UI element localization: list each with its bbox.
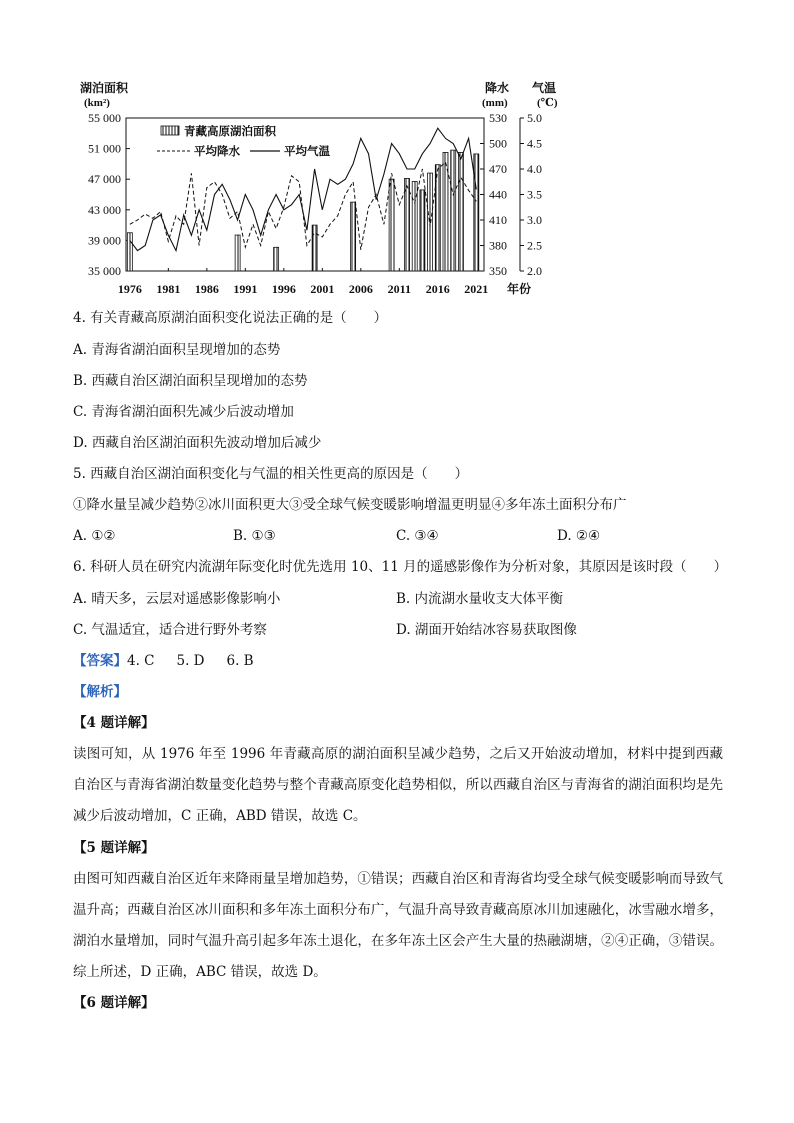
lake-area-precip-temp-chart [0, 0, 794, 300]
y-left-tick-label: 51 000 [88, 141, 121, 156]
lake-area-bar [458, 152, 463, 271]
y-mid-tick-label: 500 [489, 136, 507, 151]
answer-5: 5. D [176, 653, 205, 669]
y-mid-tick-label: 380 [489, 238, 507, 253]
y-mid-tick-label: 440 [489, 187, 507, 202]
x-tick-label: 1986 [194, 282, 219, 296]
legend-bar-swatch [161, 126, 179, 135]
y-mid-label: 降水 [485, 81, 510, 95]
answer-line [73, 655, 254, 669]
y-mid-unit: (mm) [482, 97, 508, 109]
x-axis-label: 年份 [507, 282, 532, 296]
y-left-tick-label: 55 000 [88, 111, 121, 125]
y-mid-tick-label: 530 [489, 111, 507, 125]
lake-area-bar [389, 179, 394, 271]
explanation-4-heading: 【4 题详解】 [73, 715, 155, 731]
answer-4: 4. C [127, 653, 155, 669]
lake-area-bar [274, 247, 279, 271]
lake-area-bar [420, 190, 425, 271]
q5-option-a: A. ①② [73, 528, 116, 544]
q5-option-c: C. ③④ [396, 528, 439, 544]
chart-legend [157, 124, 330, 158]
x-tick-label: 1981 [156, 282, 181, 296]
legend-temp-label: 平均气温 [284, 146, 330, 158]
legend-bar-label: 青藏高原湖泊面积 [184, 126, 276, 138]
x-tick-label: 2006 [348, 282, 373, 296]
lake-area-bar [351, 202, 356, 271]
explanation-6-heading: 【6 题详解】 [73, 995, 155, 1011]
y-left-tick-label: 43 000 [88, 202, 121, 217]
y-left-tick-label: 39 000 [88, 233, 121, 248]
y-left-tick-label: 35 000 [88, 264, 121, 278]
answer-6: 6. B [226, 653, 254, 669]
lake-area-bar [428, 173, 433, 271]
lake-area-bar [451, 150, 456, 271]
q5-statements: ①降水量呈减少趋势②冰川面积更大③受全球气候变暖影响增温更明显④多年冻土面积分布广 [73, 497, 627, 513]
explanation-4-text: 读图可知，从 1976 年至 1996 年青藏高原的湖泊面积呈减少趋势，之后又开始波动增加，材料中提到西藏自治区与青海省湖泊数量变化趋势与整个青藏高原变化趋势相似，所以西藏自治区与青海省的湖泊面积均是先减少后波动增加，C 正确，ABD 错误，故选 C。 [73, 746, 723, 824]
lake-area-bar [235, 235, 240, 271]
q4-option-d: D. 西藏自治区湖泊面积先波动增加后减少 [73, 435, 322, 451]
y-right-tick-label: 2.0 [527, 264, 542, 278]
legend-precip-label: 平均降水 [194, 146, 240, 158]
explanation-5-text: 由图可知西藏自治区近年来降雨量呈增加趋势，①错误；西藏自治区和青海省均受全球气候变暖影响而导致气温升高；西藏自治区冰川面积和多年冻土面积分布广，气温升高导致青藏高原冰川加速融化，冰雪融水增多，湖泊水量增加，同时气温升高引起多年冻土退化，在多年冻土区会产生大量的热融湖塘，②④正确，③错误。综上所述，D 正确，ABC 错误，故选 D。 [73, 871, 723, 980]
q5-option-d: D. ②④ [557, 528, 601, 544]
q6-option-c: C. 气温适宜，适合进行野外考察 [73, 622, 267, 638]
y-mid-tick-label: 410 [489, 213, 507, 227]
explanation-5-heading: 【5 题详解】 [73, 840, 155, 856]
analysis-label: 【解析】 [73, 684, 127, 700]
q4-option-b: B. 西藏自治区湖泊面积呈现增加的态势 [73, 373, 308, 389]
y-right-tick-label: 4.0 [527, 162, 542, 176]
q5-option-b: B. ①③ [233, 528, 276, 544]
lake-area-bar [405, 178, 410, 271]
q4-option-a: A. 青海省湖泊面积呈现增加的态势 [73, 342, 281, 358]
y-right-tick-label: 3.0 [527, 213, 542, 227]
y-right-unit: (℃) [537, 97, 558, 109]
x-tick-label: 1996 [271, 282, 296, 296]
x-tick-label: 2016 [425, 282, 450, 296]
y-right-label: 气温 [532, 81, 557, 95]
q4-option-c: C. 青海省湖泊面积先减少后波动增加 [73, 404, 294, 420]
x-tick-label: 2001 [310, 282, 335, 296]
y-right-tick-label: 5.0 [527, 111, 542, 125]
y-left-tick-label: 47 000 [88, 172, 121, 187]
y-left-unit: (km²) [84, 97, 110, 109]
x-tick-label: 1976 [117, 282, 142, 296]
q6-stem: 6. 科研人员在研究内流湖年际变化时优先选用 10、11 月的遥感影像作为分析对象，其原因是该时段（ ） [73, 559, 728, 575]
x-tick-label: 1991 [233, 282, 258, 296]
y-mid-tick-label: 470 [489, 162, 507, 176]
y-right-tick-label: 4.5 [527, 136, 542, 151]
q5-stem: 5. 西藏自治区湖泊面积变化与气温的相关性更高的原因是（ ） [73, 466, 469, 482]
q6-option-b: B. 内流湖水量收支大体平衡 [396, 591, 564, 607]
y-right-tick-label: 2.5 [527, 238, 542, 253]
lake-area-bar [312, 225, 317, 271]
y-mid-tick-label: 350 [489, 264, 507, 278]
q4-stem: 4. 有关青藏高原湖泊面积变化说法正确的是（ ） [73, 310, 388, 326]
x-tick-label: 2011 [387, 282, 411, 296]
answer-label: 【答案】 [73, 653, 127, 669]
y-right-tick-label: 3.5 [527, 187, 542, 202]
q6-option-a: A. 晴天多，云层对遥感影像影响小 [73, 591, 281, 607]
lake-area-bar [474, 154, 479, 271]
y-left-label: 湖泊面积 [80, 81, 129, 95]
x-tick-label: 2021 [464, 282, 489, 296]
lake-area-bar [127, 233, 132, 271]
q6-option-d: D. 湖面开始结冰容易获取图像 [396, 622, 577, 638]
